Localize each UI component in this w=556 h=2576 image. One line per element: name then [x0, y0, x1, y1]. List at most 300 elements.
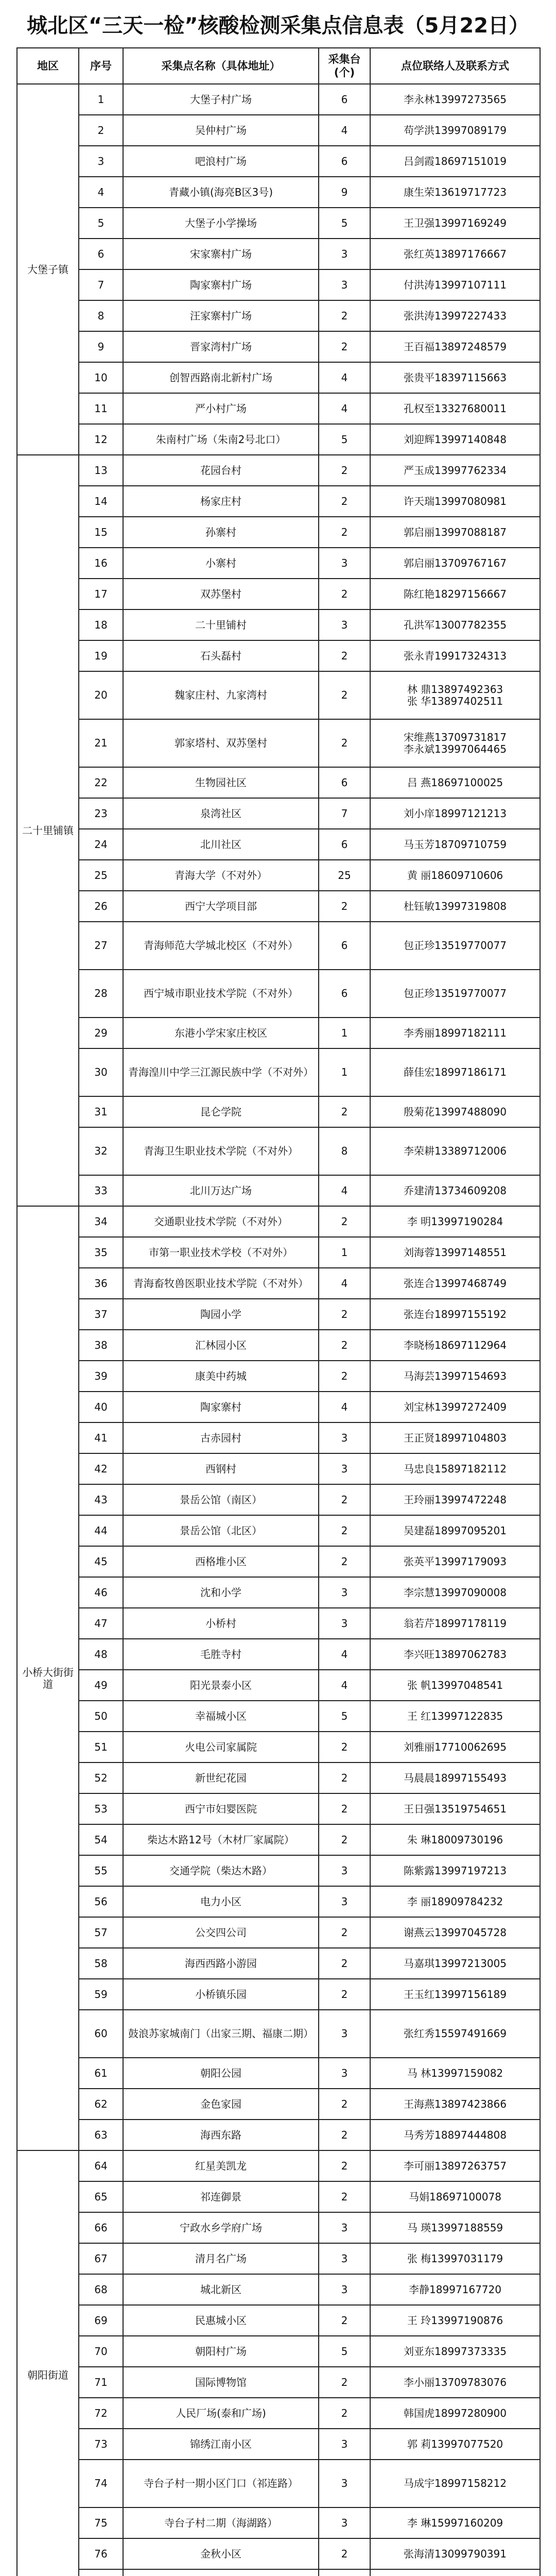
site-name: 晋家湾村广场 — [123, 331, 319, 362]
row-number: 76 — [79, 2538, 123, 2569]
sampling-desk-count: 3 — [319, 1855, 370, 1886]
contact-info: 黄 丽18609710606 — [370, 860, 540, 891]
table-row — [17, 1392, 540, 1422]
row-number: 50 — [79, 1701, 123, 1732]
sampling-desk-count: 6 — [319, 922, 370, 970]
sampling-desk-count: 6 — [319, 84, 370, 115]
table-row — [17, 2274, 540, 2305]
header-count-line2: (个) — [334, 66, 355, 79]
sampling-desk-count: 3 — [319, 2429, 370, 2460]
contact-info: 张 帆13997048541 — [370, 1670, 540, 1701]
table-row — [17, 300, 540, 331]
sampling-desk-count: 2 — [319, 486, 370, 517]
table-row — [17, 2120, 540, 2150]
row-number: 16 — [79, 548, 123, 579]
sampling-desk-count: 2 — [319, 1979, 370, 2010]
site-name: 创智西路南北新村广场 — [123, 362, 319, 393]
row-number: 38 — [79, 1330, 123, 1361]
table-row — [17, 1670, 540, 1701]
row-number: 40 — [79, 1392, 123, 1422]
contact-info: 乔建清13734609208 — [370, 1175, 540, 1206]
site-name: 西钢村 — [123, 1453, 319, 1484]
district-cell: 朝阳街道 — [17, 2150, 79, 2576]
row-number: 55 — [79, 1855, 123, 1886]
site-name: 康美中药城 — [123, 1361, 319, 1392]
table-row — [17, 486, 540, 517]
sampling-desk-count: 2 — [319, 2120, 370, 2150]
row-number: 10 — [79, 362, 123, 393]
row-number: 7 — [79, 269, 123, 300]
contact-info: 吕剑霞18697151019 — [370, 146, 540, 177]
contact-info: 马晨晨18997155493 — [370, 1762, 540, 1793]
row-number: 22 — [79, 767, 123, 798]
contact-info: 郭启丽13709767167 — [370, 548, 540, 579]
header-count-line1: 采集台 — [328, 53, 361, 65]
table-row — [17, 1886, 540, 1917]
table-row — [17, 829, 540, 860]
sampling-desk-count: 2 — [319, 455, 370, 486]
table-row — [17, 2367, 540, 2398]
table-row — [17, 1268, 540, 1299]
sampling-desk-count: 2 — [319, 2089, 370, 2120]
site-name: 金秋小区 — [123, 2538, 319, 2569]
contact-info: 翁若芹18997178119 — [370, 1608, 540, 1639]
site-name: 汇林园小区 — [123, 1330, 319, 1361]
contact-info: 孔洪军13007782355 — [370, 609, 540, 640]
row-number: 57 — [79, 1917, 123, 1948]
header-district: 地区 — [17, 48, 79, 84]
table-row — [17, 1096, 540, 1127]
sampling-desk-count — [319, 2569, 370, 2576]
sampling-desk-count: 9 — [319, 177, 370, 208]
table-row — [17, 1330, 540, 1361]
table-row — [17, 1175, 540, 1206]
site-name: 陶家寨村 — [123, 1392, 319, 1422]
sampling-desk-count: 5 — [319, 2336, 370, 2367]
row-number: 49 — [79, 1670, 123, 1701]
contact-info: 马 瑛13997188559 — [370, 2212, 540, 2243]
site-name: 金色家园 — [123, 2089, 319, 2120]
contact-info: 林 鼎13897492363 张 华13897402511 — [370, 671, 540, 719]
contact-info: 李晓杨18697112964 — [370, 1330, 540, 1361]
site-name: 孙寨村 — [123, 517, 319, 548]
site-name: 朱南村广场（朱南2号北口） — [123, 424, 319, 455]
site-name: 人民厂场(泰和广场) — [123, 2398, 319, 2429]
sampling-desk-count: 1 — [319, 1018, 370, 1048]
contact-info: 王百福13897248579 — [370, 331, 540, 362]
sampling-desk-count: 2 — [319, 1484, 370, 1515]
contact-info: 王玲丽13997472248 — [370, 1484, 540, 1515]
contact-info: 郭 莉13997077520 — [370, 2429, 540, 2460]
sampling-desk-count: 8 — [319, 1127, 370, 1175]
sampling-desk-count: 3 — [319, 2243, 370, 2274]
row-number: 64 — [79, 2150, 123, 2181]
contact-info: 马嘉琪13997213005 — [370, 1948, 540, 1979]
sampling-desk-count: 4 — [319, 1639, 370, 1670]
table-row — [17, 1793, 540, 1824]
table-row — [17, 1824, 540, 1855]
header-no: 序号 — [79, 48, 123, 84]
contact-info: 陈紫露13997197213 — [370, 1855, 540, 1886]
contact-info: 刘雅丽17710062695 — [370, 1732, 540, 1762]
sampling-desk-count: 4 — [319, 393, 370, 424]
contact-info: 吕 燕18697100025 — [370, 767, 540, 798]
table-row — [17, 2398, 540, 2429]
table-row — [17, 1979, 540, 2010]
contact-info: 张 梅13997031179 — [370, 2243, 540, 2274]
site-name: 朝阳村广场 — [123, 2336, 319, 2367]
contact-info: 刘海蓉13997148551 — [370, 1237, 540, 1268]
table-row — [17, 1608, 540, 1639]
sampling-desk-count: 2 — [319, 1917, 370, 1948]
row-number: 30 — [79, 1048, 123, 1096]
row-number: 13 — [79, 455, 123, 486]
table-row — [17, 2010, 540, 2058]
table-row — [17, 2089, 540, 2120]
sampling-desk-count: 3 — [319, 2010, 370, 2058]
row-number: 58 — [79, 1948, 123, 1979]
sampling-desk-count: 6 — [319, 970, 370, 1018]
table-row — [17, 1206, 540, 1237]
site-name: 昆仑学院 — [123, 1096, 319, 1127]
table-row — [17, 1018, 540, 1048]
row-number: 33 — [79, 1175, 123, 1206]
contact-info: 王卫强13997169249 — [370, 208, 540, 239]
sampling-desk-count: 2 — [319, 1732, 370, 1762]
table-row — [17, 1453, 540, 1484]
site-name: 大堡子小学操场 — [123, 208, 319, 239]
district-cell: 二十里铺镇 — [17, 455, 79, 1206]
contact-info: 王玉红13997156189 — [370, 1979, 540, 2010]
contact-info: 王日强13519754651 — [370, 1793, 540, 1824]
row-number: 51 — [79, 1732, 123, 1762]
table-row — [17, 2507, 540, 2538]
row-number: 42 — [79, 1453, 123, 1484]
row-number: 19 — [79, 640, 123, 671]
table-row — [17, 331, 540, 362]
row-number: 32 — [79, 1127, 123, 1175]
row-number: 45 — [79, 1546, 123, 1577]
site-name: 西宁城市职业技术学院（不对外） — [123, 970, 319, 1018]
sampling-desk-count: 4 — [319, 1268, 370, 1299]
table-row — [17, 2212, 540, 2243]
site-name: 火电公司家属院 — [123, 1732, 319, 1762]
table-row — [17, 1127, 540, 1175]
site-name: 青海湟川中学三江源民族中学（不对外） — [123, 1048, 319, 1096]
row-number: 1 — [79, 84, 123, 115]
row-number: 12 — [79, 424, 123, 455]
sampling-desk-count: 3 — [319, 2507, 370, 2538]
contact-info: 宋维燕13709731817 李永斌13997064465 — [370, 719, 540, 767]
sampling-desk-count: 3 — [319, 269, 370, 300]
contact-info: 张连合13997468749 — [370, 1268, 540, 1299]
sampling-desk-count: 2 — [319, 719, 370, 767]
sampling-desk-count: 2 — [319, 1793, 370, 1824]
row-number: 59 — [79, 1979, 123, 2010]
sampling-desk-count: 2 — [319, 579, 370, 609]
site-name: 市第一职业技术学校（不对外） — [123, 1237, 319, 1268]
site-name: 小寨村 — [123, 548, 319, 579]
row-number: 63 — [79, 2120, 123, 2150]
sampling-desk-count: 4 — [319, 1670, 370, 1701]
contact-info: 李 琳15997160209 — [370, 2507, 540, 2538]
table-row — [17, 798, 540, 829]
row-number: 9 — [79, 331, 123, 362]
contact-info: 吴建磊18997095201 — [370, 1515, 540, 1546]
contact-info — [370, 2569, 540, 2576]
sampling-desk-count: 2 — [319, 640, 370, 671]
sampling-desk-count: 2 — [319, 1948, 370, 1979]
contact-info: 王 玲13997190876 — [370, 2305, 540, 2336]
contact-info: 马玉芳18709710759 — [370, 829, 540, 860]
contact-info: 马秀芳18897444808 — [370, 2120, 540, 2150]
sampling-desk-count: 4 — [319, 362, 370, 393]
contact-info: 刘小庠18997121213 — [370, 798, 540, 829]
table-body — [17, 84, 540, 2576]
sampling-desk-count: 2 — [319, 1546, 370, 1577]
sampling-desk-count: 2 — [319, 2367, 370, 2398]
site-name: 朝阳公园 — [123, 2058, 319, 2089]
contact-info: 马 林13997159082 — [370, 2058, 540, 2089]
row-number: 15 — [79, 517, 123, 548]
table-row — [17, 1917, 540, 1948]
row-number: 44 — [79, 1515, 123, 1546]
table-row — [17, 579, 540, 609]
sampling-desk-count: 2 — [319, 2398, 370, 2429]
sampling-desk-count: 3 — [319, 2460, 370, 2507]
table-row — [17, 2569, 540, 2576]
row-number: 28 — [79, 970, 123, 1018]
table-row — [17, 1577, 540, 1608]
row-number: 17 — [79, 579, 123, 609]
table-row — [17, 393, 540, 424]
site-name: 交通职业技术学院（不对外） — [123, 1206, 319, 1237]
sampling-desk-count: 7 — [319, 798, 370, 829]
sampling-desk-count: 4 — [319, 1392, 370, 1422]
site-name: 双苏堡村 — [123, 579, 319, 609]
contact-info: 康生荣13619717723 — [370, 177, 540, 208]
row-number: 68 — [79, 2274, 123, 2305]
sampling-desk-count: 2 — [319, 1299, 370, 1330]
row-number: 48 — [79, 1639, 123, 1670]
site-name: 青海卫生职业技术学院（不对外） — [123, 1127, 319, 1175]
sampling-desk-count: 2 — [319, 300, 370, 331]
site-name: 毛胜寺村 — [123, 1639, 319, 1670]
contact-info: 严玉成13997762334 — [370, 455, 540, 486]
site-name: 公交四公司 — [123, 1917, 319, 1948]
contact-info: 王海燕13897423866 — [370, 2089, 540, 2120]
site-name: 寺台子村一期小区门口（祁连路） — [123, 2460, 319, 2507]
contact-info: 刘亚东18997373335 — [370, 2336, 540, 2367]
row-number: 20 — [79, 671, 123, 719]
table-row — [17, 891, 540, 922]
sampling-desk-count: 2 — [319, 2150, 370, 2181]
site-name: 宋家寨村广场 — [123, 239, 319, 269]
site-name: 吧浪村广场 — [123, 146, 319, 177]
table-row — [17, 1855, 540, 1886]
sampling-desk-count: 3 — [319, 239, 370, 269]
table-row — [17, 424, 540, 455]
contact-info: 郭启丽13997088187 — [370, 517, 540, 548]
contact-info: 张海清13099790391 — [370, 2538, 540, 2569]
sampling-desk-count: 2 — [319, 331, 370, 362]
table-row — [17, 640, 540, 671]
site-name: 汪家寨村广场 — [123, 300, 319, 331]
table-row — [17, 84, 540, 115]
table-row — [17, 239, 540, 269]
sampling-desk-count: 1 — [319, 1048, 370, 1096]
table-row — [17, 1701, 540, 1732]
sampling-desk-count: 3 — [319, 609, 370, 640]
site-name: 吴仲村广场 — [123, 115, 319, 146]
sampling-desk-count: 3 — [319, 2212, 370, 2243]
row-number: 52 — [79, 1762, 123, 1793]
contact-info: 付洪涛13997107111 — [370, 269, 540, 300]
table-row — [17, 1732, 540, 1762]
site-name: 城北新区 — [123, 2274, 319, 2305]
contact-info: 李荣耕13389712006 — [370, 1127, 540, 1175]
table-row — [17, 2429, 540, 2460]
sampling-desk-count: 2 — [319, 1096, 370, 1127]
site-name: 锦绣江南小区 — [123, 2429, 319, 2460]
table-row — [17, 1484, 540, 1515]
header-contact: 点位联络人及联系方式 — [370, 48, 540, 84]
table-header-row — [17, 48, 540, 84]
contact-info: 张连台18997155192 — [370, 1299, 540, 1330]
sampling-desk-count: 4 — [319, 115, 370, 146]
sampling-desk-count: 2 — [319, 891, 370, 922]
sampling-desk-count: 6 — [319, 829, 370, 860]
sampling-desk-count: 6 — [319, 146, 370, 177]
sampling-desk-count: 3 — [319, 548, 370, 579]
contact-info: 李可丽13897263757 — [370, 2150, 540, 2181]
table-row — [17, 2181, 540, 2212]
row-number: 53 — [79, 1793, 123, 1824]
contact-info: 包正珍13519770077 — [370, 970, 540, 1018]
row-number: 46 — [79, 1577, 123, 1608]
sampling-desk-count: 3 — [319, 1577, 370, 1608]
site-name: 泉湾社区 — [123, 798, 319, 829]
site-name: 花园台村 — [123, 455, 319, 486]
table-row — [17, 719, 540, 767]
site-name: 西格堆小区 — [123, 1546, 319, 1577]
contact-info: 李小丽13709783076 — [370, 2367, 540, 2398]
row-number: 39 — [79, 1361, 123, 1392]
site-name: 生物园社区 — [123, 767, 319, 798]
site-name: 小桥村 — [123, 1608, 319, 1639]
contact-info: 张红秀15597491669 — [370, 2010, 540, 2058]
contact-info: 朱 琳18009730196 — [370, 1824, 540, 1855]
site-name: 宁政水乡学府广场 — [123, 2212, 319, 2243]
sampling-desk-count: 2 — [319, 1206, 370, 1237]
table-row — [17, 2150, 540, 2181]
site-name: 杨家庄村 — [123, 486, 319, 517]
sampling-desk-count: 5 — [319, 424, 370, 455]
sampling-desk-count: 2 — [319, 1824, 370, 1855]
row-number: 11 — [79, 393, 123, 424]
table-row — [17, 609, 540, 640]
row-number: 54 — [79, 1824, 123, 1855]
site-name: 西宁大学项目部 — [123, 891, 319, 922]
table-row — [17, 2243, 540, 2274]
row-number: 62 — [79, 2089, 123, 2120]
site-name: 民惠城小区 — [123, 2305, 319, 2336]
contact-info: 张贵平18397115663 — [370, 362, 540, 393]
row-number: 37 — [79, 1299, 123, 1330]
contact-info: 包正珍13519770077 — [370, 922, 540, 970]
row-number: 26 — [79, 891, 123, 922]
row-number: 29 — [79, 1018, 123, 1048]
site-name: 交通学院（柴达木路） — [123, 1855, 319, 1886]
site-name: 北川万达广场 — [123, 1175, 319, 1206]
site-name: 石头磊村 — [123, 640, 319, 671]
site-name: 寺台子村二期（海湖路） — [123, 2507, 319, 2538]
row-number: 41 — [79, 1422, 123, 1453]
site-name: 西宁市妇婴医院 — [123, 1793, 319, 1824]
row-number: 47 — [79, 1608, 123, 1639]
sampling-desk-count: 3 — [319, 1453, 370, 1484]
contact-info: 李宗慧13997090008 — [370, 1577, 540, 1608]
sampling-desk-count: 3 — [319, 1422, 370, 1453]
table-row — [17, 455, 540, 486]
row-number: 3 — [79, 146, 123, 177]
row-number: 36 — [79, 1268, 123, 1299]
table-row — [17, 922, 540, 970]
site-name: 青海畜牧兽医职业技术学院（不对外） — [123, 1268, 319, 1299]
contact-info: 王 红13997122835 — [370, 1701, 540, 1732]
site-name: 柴达木路12号（木材厂家属院） — [123, 1824, 319, 1855]
site-name: 海西东路 — [123, 2120, 319, 2150]
row-number: 67 — [79, 2243, 123, 2274]
table-row — [17, 2058, 540, 2089]
sampling-desk-count: 3 — [319, 2274, 370, 2305]
contact-info: 杜钰敏13997319808 — [370, 891, 540, 922]
contact-info: 李兴旺13897062783 — [370, 1639, 540, 1670]
site-name: 北川社区 — [123, 829, 319, 860]
contact-info: 张永青19917324313 — [370, 640, 540, 671]
contact-info: 王正贤18997104803 — [370, 1422, 540, 1453]
sampling-desk-count: 25 — [319, 860, 370, 891]
table-row — [17, 1639, 540, 1670]
table-row — [17, 517, 540, 548]
contact-info: 李秀丽18997182111 — [370, 1018, 540, 1048]
table-row — [17, 1237, 540, 1268]
sampling-desk-count: 2 — [319, 671, 370, 719]
sampling-desk-count: 5 — [319, 1701, 370, 1732]
site-name: 沈和小学 — [123, 1577, 319, 1608]
sampling-desk-count: 2 — [319, 1330, 370, 1361]
table-row — [17, 1048, 540, 1096]
site-name: 祁连御景 — [123, 2181, 319, 2212]
row-number: 66 — [79, 2212, 123, 2243]
row-number: 31 — [79, 1096, 123, 1127]
contact-info: 李 丽18909784232 — [370, 1886, 540, 1917]
district-cell: 小桥大街街道 — [17, 1206, 79, 2150]
row-number: 70 — [79, 2336, 123, 2367]
row-number: 2 — [79, 115, 123, 146]
table-row — [17, 1948, 540, 1979]
row-number: 56 — [79, 1886, 123, 1917]
table-row — [17, 208, 540, 239]
sampling-desk-count: 4 — [319, 1175, 370, 1206]
table-row — [17, 115, 540, 146]
sampling-desk-count: 2 — [319, 2538, 370, 2569]
header-count — [319, 48, 370, 84]
site-name: 国际博物馆 — [123, 2367, 319, 2398]
table-row — [17, 2336, 540, 2367]
site-name: 青海师范大学城北校区（不对外） — [123, 922, 319, 970]
contact-info: 马海芸13997154693 — [370, 1361, 540, 1392]
